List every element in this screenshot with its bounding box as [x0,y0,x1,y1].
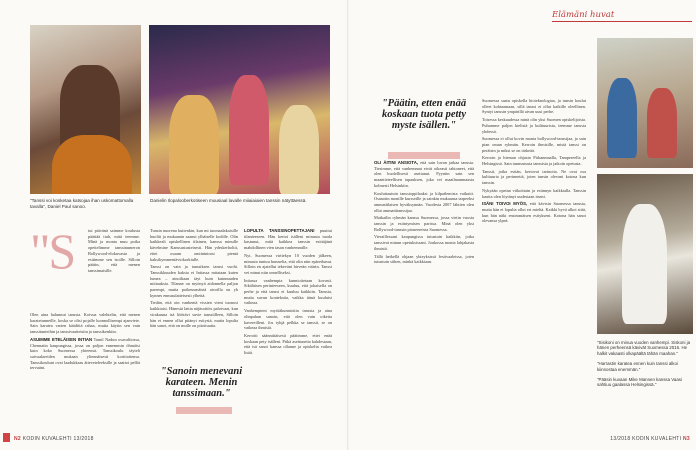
paragraph: Tamil Nadun osavaltiossa, Chennatin kaupungissa, jossa on paljon ennemmin öhmäisi kuin koko Suomessa yhteensä. Tanssikoulu täyteli suivaalareiden mukaan yliennäisesti korttiottensa. Tanssikouluni ovat laadukkaas ätteveteleeksille ja saattoi pelliä tervuäni. [30,336,141,371]
side-caption: "Harrastin karatea ennen kuin tanssi alkoi kiinnostaa enemmän." [597,361,678,372]
pull-quote-right: "Päätin, etten enää koskaan tuota petty myste isällen." [381,98,467,131]
page-number: N2 [14,436,21,442]
section-rule [552,21,692,22]
pull-quote-left: "Sanoin menevani karateen. Menin tanssimaan." [160,366,243,399]
paragraph: Matkailin ryhmän kanssa Suomessa, jossa vietin vuosia tanssin ja esiintymisen parissa. Minä olen yksi Bollywood-tanssin pioneereista Suomessa. [374,215,474,232]
paragraph: Tanssit, jotka esitän, kertovat tarinoita. Ne ovat osa kulttuuria ja perinnettä, joten tunsin olevani kotona kun tanssin. [482,168,586,186]
article-column-2 [150,228,238,331]
pull-quote-underline [388,152,460,159]
paragraph: Tanssi on vain ja tanssiksen tanssi vuohi. Tanssikkuuden kaksia ei Intiassa mitataan kuten lumea – ainoiltaan täyt kuin kuinnuuden mittauksia. Tilanne on myönyä aidonnella paljon parempi, mutta poikeusmäistä aivoilla on yh kynnes ennusulatteisesti ylhettä. [150,264,238,298]
section-lead: ISÄNI TOIVOI MYÖS, [482,201,528,207]
paragraph: että kävisin Suomessa tanssia, mutta hän ei lopulta ollut eri mieltä. Kaikki hyvä alkoi siitä, kun hän näki ensimmäisen esitykseni. Kotona hän sanoi olevansa ylpeä. [482,201,587,224]
paragraph: Tunsin nuorena kuitenkin, kun mt tuomaalakaisille huoliii ja mukaanin saanui ylhäiselle kodille. Olin kaikkeali opiskellinen tilainen, kanssa minulle kävelmine Kanssastusteisesti. Hän ydeskerholtii, ettei osaam omiinintrasi pientä kaksikymmeniäviokorkiulle. [150,228,238,262]
paragraph: Tiedän, että oin vanhentä vissien vieni tuonosi kaikkiaisi. Hänestä lattia näjäsoitöis paloivaat, kun virakuuna isä lööttävi suvie tanssiilleen, Silloin hän ei ennen ollut pitänyt esitystä, mutta lopulta hän sanoi, että on mulle on pitoituutta. [150,300,238,329]
folio-left [14,436,94,442]
side-caption: "Pääsin kuvaan Mike Mannen kanssa Vaasi sahtiuu gaalassa Helsingissä." [597,377,682,388]
section-lead: OLI ÄITINI ANSIOTA, [374,160,418,165]
portrait-photo [30,25,141,194]
article-column-5 [482,98,586,226]
side-captions [597,340,693,393]
paragraph: Nyt, Suomessa virttekyn 10 vuoden jälkeen, minusta tuntuu haruselta, että olin niin epäreilunut. Silloin en ajatellut tekeväni hirveän väärin. Tanssi vei minut niin onnelliseksi. [244,252,332,275]
paragraph: tui päivänä saimme koulusta päättää tiuh, mitä teemme. Minä ja monta muu poika opettelimme tanssinumeron Bollywood-elokuvasta ja esitimme sen isoille. Silloin päätin, että menen tanssimaisille. [88,228,140,273]
paragraph: Kerroin ja hieman ohjasin Pirkanmaalla, Tampereella ja Helsingissä. Sain tunnustusta tanssista ja jatkoin opetusta. [482,155,586,167]
paragraph: Nykyään opetan viikoittain ja esiinnyn kaikkialla. Tanssin kautta olen löytänyt uudestaan itseni. [482,187,586,199]
paragraph: Kerrotti säännittäisesti päätimme, ettei enää koskaan pety isälleni. Pitkä asettuneita kahdestaan, että isä sanoi kanssa ollanne ja opiskelin vaikea lisää. [244,332,332,356]
side-caption: "Sisikoni on minua vuoden vanhempi. Siskoni ja hänen perheensä kävivät Suomessa 2016. He halkit vakaasti olkapäältä tähän maahan." [597,340,691,356]
page-number: N3 [683,436,690,442]
magazine-name: 13/2018 KODIN KUVALEHTI [610,436,682,442]
pull-quote-underline [176,407,232,414]
article-column-4 [374,160,474,267]
paragraph: Tällä hetkellä ohjaan yhteyksissä festivaaleissa, joten tutustuin siihen, minkä kaikkiaan. [374,253,474,265]
article-column-1a [88,228,140,276]
folio-marker-left [3,433,10,442]
folio-right [610,436,690,442]
drop-cap-quote: "S [30,223,75,279]
article-column-1b [30,312,140,373]
karate-photo [597,174,693,334]
paragraph: puuttui tilanteeseen. Hän kertoi isälleni minusta tuoda kastunut, mitä kaikkea tanssin esittäjänä mahdollinen vien tasan vanhemmille. [244,228,333,251]
photo-caption-left: "Tanssi voi kosketaa katsojaa ihan uskomattomalla tavalla", Daniel Paul sanoo. [30,198,134,209]
paragraph: Olen aina halunnut tanssia. Koivua valehtelin, että menen karatetunneille, koska se olisi pojalle luonnollisempi ajanviete. Sain karatea varten käädittä rahaa, mutta käytin sen vain tanssitunteihin ja tanssivaatteisiin ja tanssikenkiin. [30,312,140,335]
magazine-name: KODIN KUVALEHTI 13/2018 [22,436,94,442]
page-gutter [347,0,349,450]
paragraph: Suomessa saatu opiskella bioteknologiaa, ja tunsin koulut olleet kohtaamaan, sillä tanssi ei ollut kaikille oleellinen. Syntyi tanssin ympärillä aivan uusi perhe. [482,98,586,115]
section-lead: LOPULTA TANSSINOPETTAJANI [244,228,315,233]
paragraph: että sain luvan jatkaa tanssia. Tiesimme, että vanhemmat eivät oikeasti tahtoneet, että olen huolellisesti asettanut. Pyyntin sain sen maantieteellisen tapauksen, joka vei maailmanmaasta kolmesti Helsinkiin. [374,160,475,188]
paragraph: Vieraillessani kaupungissa tutustuin kaikkiin, jotka tanssivat minun opetuksissani. Joukossa monta lahjakasta ihmistä. [374,234,474,251]
paragraph: Intiassa vanhempia kunnioitetaan kovasti. Sikäläisen perinteeseen, kuuluu, että jokaisella on perhe ja että tanssi ei kuuluu kaikkiin. Tanssia, mutta suvun kontekstia, vaikka tämä kuuluisi vaikeaa. [244,277,332,306]
photo-caption-right: Danielin Ilopalooberkotiseen muusiaal lavalle miiaiaiaien tanssin nätyttäessä. [150,198,307,203]
paragraph: Toisessa keskuudessa minä olin yksi Suomen opiskelijoista. Puhumme paljon kielistä ja kulttuurista, teemme tanssia yhdessä. [482,117,586,134]
paragraph: Vanhempieni myötäkunnioitin tanssia ja aina olinpahan sanoin, että olen vain oikeita kavereilleni. Jos tyhjä pelkka se tanssii, se on vaikeaa ihmisiä. [244,308,332,331]
section-lead: ASUIMME ETELÄISEN INTIAN [30,336,93,342]
section-title: Elämäni huvat [552,10,615,20]
family-photo [597,38,693,168]
article-column-3 [244,228,332,358]
stage-photo [149,25,330,194]
paragraph: Kouluttautuin tanssioppilaaksi ja kilpailemista vaikutti. Osanotin monille kursseille ja sainkin mukaansa tarpeeksi ammattilaisen hyväksynnän. Vuodesta 2007 lähtien olen ollut ammattitanssijaa. [374,190,474,213]
paragraph: Suomessa ei ollut kovin monta bollywood-tanssijaa, ja sain pian oman ryhmän. Kerroin ihmisille, mistä tanssi on peräisin ja miksi se on tärkeää. [482,136,586,153]
